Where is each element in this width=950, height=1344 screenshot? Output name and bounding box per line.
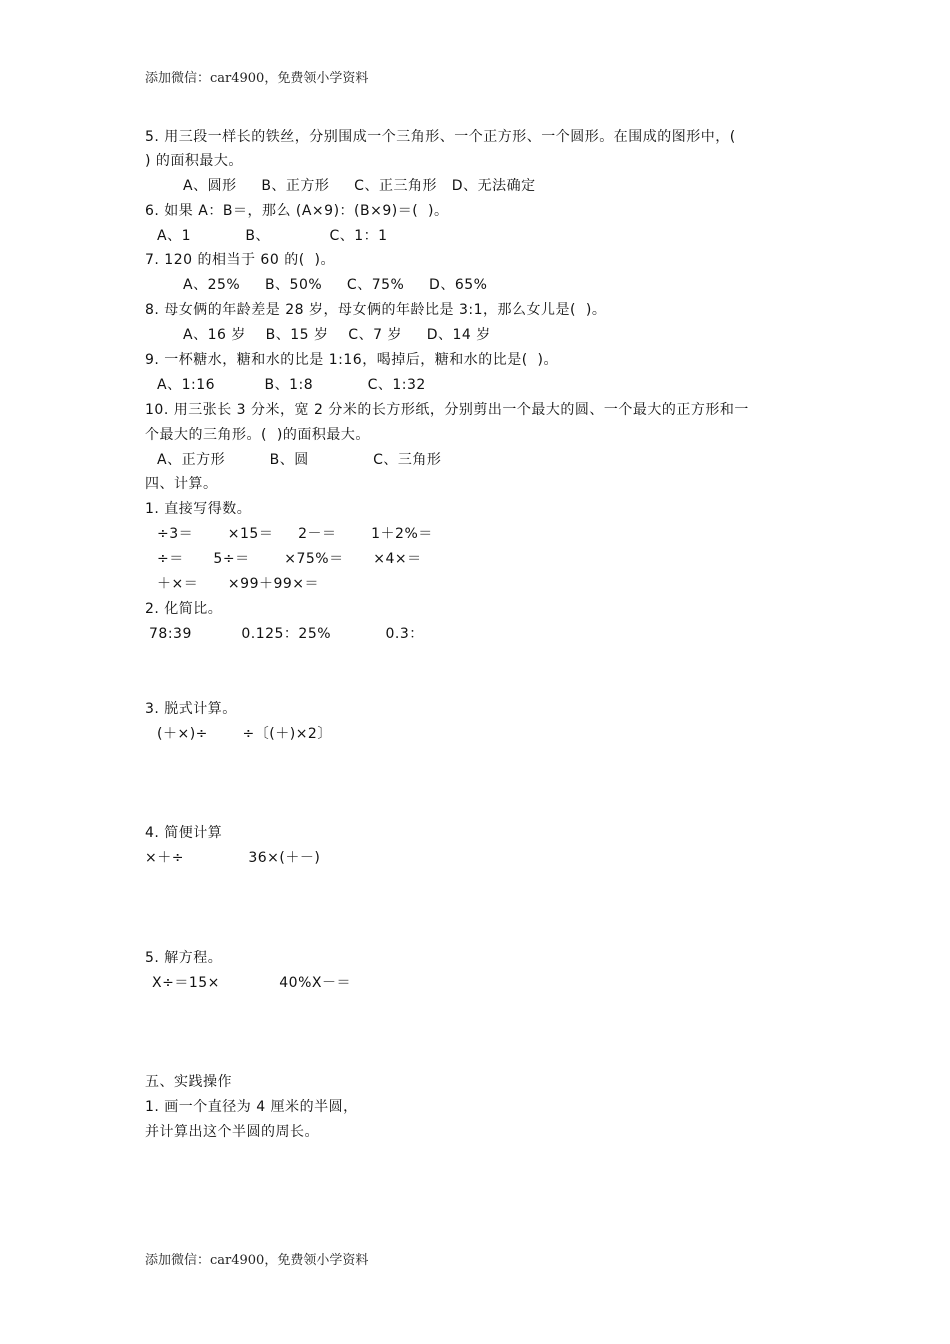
page-footer-text: 添加微信：car4900，免费领小学资料 (145, 1253, 369, 1268)
document-line: A、16 岁 B、15 岁 C、7 岁 D、14 岁 (183, 327, 491, 343)
document-line: 5. 用三段一样长的铁丝，分别围成一个三角形、一个正方形、一个圆形。在围成的图形中，( (145, 129, 736, 145)
document-line: 4. 简便计算 (145, 825, 223, 841)
document-line: 9. 一杯糖水，糖和水的比是 1:16，喝掉后，糖和水的比是( )。 (145, 352, 559, 368)
document-line: 并计算出这个半圆的周长。 (145, 1124, 319, 1140)
document-line: 6. 如果 A：B＝，那么 (A×9)：(B×9)＝( )。 (145, 203, 449, 219)
document-line: 个最大的三角形。( )的面积最大。 (145, 427, 370, 443)
document-line: 8. 母女俩的年龄差是 28 岁，母女俩的年龄比是 3:1，那么女儿是( )。 (145, 302, 607, 318)
document-line: 四、计算。 (145, 476, 218, 492)
document-line: 2. 化简比。 (145, 601, 223, 617)
document-line: A、1:16 B、1:8 C、1:32 (157, 377, 426, 393)
document-line: X÷＝15× 40%X－＝ (152, 975, 351, 991)
document-line: 5. 解方程。 (145, 950, 223, 966)
document-line: ×＋÷ 36×(＋－) (145, 850, 321, 866)
document-line: 10. 用三张长 3 分米，宽 2 分米的长方形纸，分别剪出一个最大的圆、一个最大的正方形和一 (145, 402, 749, 418)
document-line: ＋×＝ ×99＋99×＝ (157, 576, 320, 592)
document-line: (＋×)÷ ÷〔(＋)×2〕 (157, 726, 332, 742)
document-line: 78:39 0.125：25% 0.3： (149, 626, 424, 642)
page-header-text: 添加微信：car4900，免费领小学资料 (145, 71, 369, 86)
document-line: 五、实践操作 (145, 1074, 232, 1090)
document-line: A、1 B、 C、1：1 (157, 228, 388, 244)
document-line: A、圆形 B、正方形 C、正三角形 D、无法确定 (183, 178, 536, 194)
document-line: ÷3＝ ×15＝ 2－＝ 1＋2%＝ (157, 526, 433, 542)
document-line: 7. 120 的相当于 60 的( )。 (145, 252, 336, 268)
document-line: 1. 直接写得数。 (145, 501, 252, 517)
document-line: A、正方形 B、圆 C、三角形 (157, 452, 442, 468)
document-line: 3. 脱式计算。 (145, 701, 237, 717)
document-line: 1. 画一个直径为 4 厘米的半圆， (145, 1099, 358, 1115)
document-line: ÷＝ 5÷＝ ×75%＝ ×4×＝ (157, 551, 422, 567)
document-line: A、25% B、50% C、75% D、65% (183, 277, 488, 293)
document-line: ) 的面积最大。 (145, 153, 243, 169)
